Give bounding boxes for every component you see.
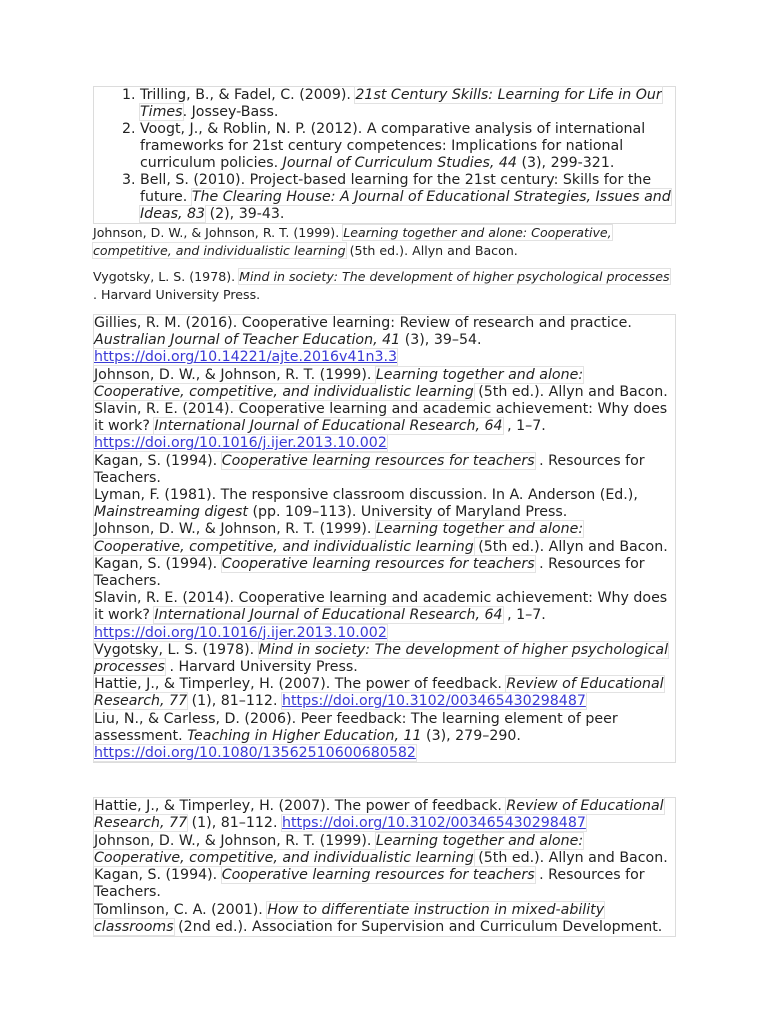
reference-entry: Kagan, S. (1994). Cooperative learning resources for teachers . Resources for Teachers. <box>94 867 645 901</box>
ref-authors: Trilling, B., & Fadel, C. (2009). <box>140 87 356 103</box>
reference-entry: Liu, N., & Carless, D. (2006). Peer feedback: The learning element of peer assessment. Teaching in Higher Education, 11 (3), 279–290. https://doi.org/10.1080/13562510600680582 <box>94 710 618 762</box>
reference-block-1 <box>93 314 676 763</box>
reference-entry: Vygotsky, L. S. (1978). Mind in society: The development of higher psychological processes . Harvard University Press. <box>94 641 669 676</box>
document-page <box>93 86 676 937</box>
ref-authors: Voogt, J., & Roblin, N. P. (2012). A comparative analysis of international frameworks for 21st century competences: Implications for national curriculum policies. <box>140 121 646 171</box>
doi-link[interactable]: https://doi.org/10.1016/j.ijer.2013.10.002 <box>94 435 387 452</box>
ref-details: (2), 39-43. <box>205 206 285 222</box>
doi-link[interactable]: https://doi.org/10.14221/ajte.2016v41n3.3 <box>94 349 398 366</box>
numbered-list <box>94 87 675 223</box>
reference-entry: Johnson, D. W., & Johnson, R. T. (1999). Learning together and alone: Cooperative, competitive, and individualistic learning (5th ed.). Allyn and Bacon. <box>94 366 668 400</box>
reference-entry: Johnson, D. W., & Johnson, R. T. (1999). Learning together and alone: Cooperative, competitive, and individualistic learning (5th ed.). Allyn and Bacon. <box>94 832 668 866</box>
ref-title: 21st Century Skills: Learning for Life in Our Times <box>140 87 662 120</box>
doi-link[interactable]: https://doi.org/10.1016/j.ijer.2013.10.002 <box>94 624 387 641</box>
reference-entry: Lyman, F. (1981). The responsive classroom discussion. In A. Anderson (Ed.), Mainstreaming digest (pp. 109–113). University of Maryland Press. <box>94 487 638 521</box>
reference-entry: Slavin, R. E. (2014). Cooperative learning and academic achievement: Why does it work? International Journal of Educational Research, 64 , 1–7. https://doi.org/10.1016/j.ijer.2013.10.002 <box>94 590 668 641</box>
reference-entry: Hattie, J., & Timperley, H. (2007). The power of feedback. Review of Educational Research, 77 (1), 81–112. https://doi.org/10.3102/003465430298487 <box>94 798 664 832</box>
reference-entry: Kagan, S. (1994). Cooperative learning resources for teachers . Resources for Teachers. <box>94 452 645 486</box>
doi-link[interactable]: https://doi.org/10.3102/003465430298487 <box>281 815 586 832</box>
reference-paragraph: Vygotsky, L. S. (1978). Mind in society: The development of higher psychological processes . Harvard University Press. <box>93 269 670 302</box>
ref-details: (3), 299-321. <box>516 155 615 171</box>
ref-authors: Bell, S. (2010). Project-based learning for the 21st century: Skills for the future. <box>140 172 652 205</box>
doi-link[interactable]: https://doi.org/10.3102/003465430298487 <box>281 693 586 710</box>
ref-title: The Clearing House: A Journal of Educational Strategies, Issues and Ideas, 83 <box>140 189 671 222</box>
reference-entry: Johnson, D. W., & Johnson, R. T. (1999). Learning together and alone: Cooperative, competitive, and individualistic learning (5th ed.). Allyn and Bacon. <box>94 521 668 555</box>
ref-title: Journal of Curriculum Studies, 44 <box>282 155 517 171</box>
ref-details: . Jossey-Bass. <box>182 104 279 120</box>
reference-entry: Tomlinson, C. A. (2001). How to differentiate instruction in mixed-ability classrooms (2nd ed.). Association for Supervision and Curriculum Development. <box>94 901 663 935</box>
list-item <box>140 172 675 223</box>
list-item <box>140 121 675 172</box>
reference-block-2 <box>93 797 676 937</box>
doi-link[interactable]: https://doi.org/10.1080/13562510600680582 <box>94 745 416 762</box>
reference-entry: Gillies, R. M. (2016). Cooperative learning: Review of research and practice. Australian Journal of Teacher Education, 41 (3), 39–54. https://doi.org/10.14221/ajte.2016v41n3.3 <box>94 315 632 366</box>
reference-entry: Kagan, S. (1994). Cooperative learning resources for teachers . Resources for Teachers. <box>94 555 645 590</box>
reference-entry: Slavin, R. E. (2014). Cooperative learning and academic achievement: Why does it work? International Journal of Educational Research, 64 , 1–7. https://doi.org/10.1016/j.ijer.2013.10.002 <box>94 401 668 452</box>
numbered-reference-list <box>93 86 676 224</box>
reference-paragraph: Johnson, D. W., & Johnson, R. T. (1999). Learning together and alone: Cooperative, competitive, and individualistic learning (5th ed.). Allyn and Bacon. <box>93 225 612 258</box>
reference-entry: Hattie, J., & Timperley, H. (2007). The power of feedback. Review of Educational Research, 77 (1), 81–112. https://doi.org/10.3102/003465430298487 <box>94 676 664 710</box>
list-item <box>140 87 675 121</box>
